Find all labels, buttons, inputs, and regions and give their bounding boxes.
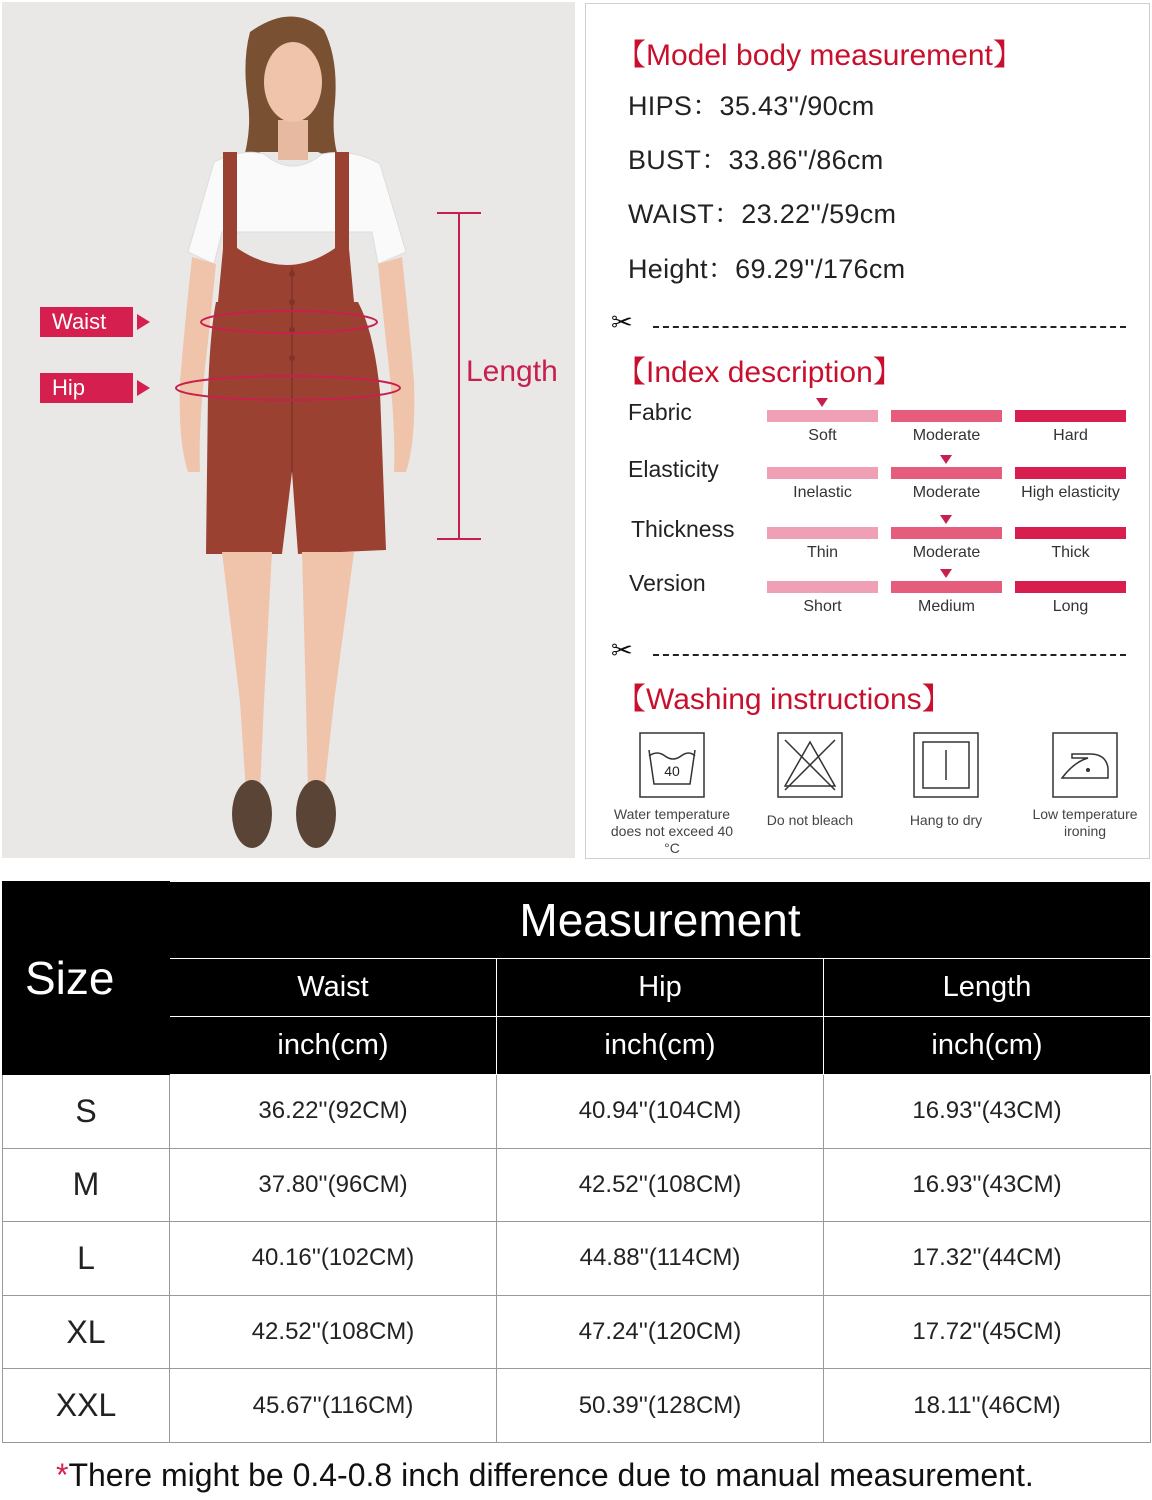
length-cell: 16.93''(43CM) bbox=[824, 1148, 1151, 1222]
waist-cell: 42.52''(108CM) bbox=[170, 1295, 497, 1369]
hip-cell: 47.24''(120CM) bbox=[497, 1295, 824, 1369]
waist-tag: Waist bbox=[40, 307, 133, 337]
hip-tag: Hip bbox=[40, 373, 133, 403]
hip-cell: 50.39''(128CM) bbox=[497, 1369, 824, 1443]
waist-cell: 45.67''(116CM) bbox=[170, 1369, 497, 1443]
hang-dry-label: Hang to dry bbox=[909, 812, 983, 828]
index-label-version: Version bbox=[629, 570, 706, 596]
hip-cell: 40.94''(104CM) bbox=[497, 1075, 824, 1149]
waist-cell: 37.80''(96CM) bbox=[170, 1148, 497, 1222]
size-cell: L bbox=[3, 1222, 170, 1296]
index-option: Hard bbox=[1053, 427, 1088, 444]
size-table bbox=[2, 881, 1151, 1443]
model-bust: BUST：33.86''/86cm bbox=[628, 145, 884, 175]
length-label: Length bbox=[466, 355, 558, 388]
scissors-icon: ✂ bbox=[611, 636, 633, 666]
selected-marker-icon bbox=[940, 455, 952, 464]
index-description bbox=[586, 4, 1149, 858]
wash-label: Water temperature does not exceed 40 °C bbox=[610, 806, 734, 856]
model-illustration bbox=[2, 2, 575, 858]
index-option: Medium bbox=[918, 598, 975, 615]
model-hips: HIPS：35.43''/90cm bbox=[628, 91, 875, 121]
low-iron-icon bbox=[1052, 732, 1118, 798]
index-bar bbox=[891, 527, 1002, 539]
index-label-elasticity: Elasticity bbox=[628, 456, 719, 482]
model-waist: WAIST：23.22''/59cm bbox=[628, 199, 897, 229]
index-bar bbox=[767, 527, 878, 539]
hip-column-header: Hip bbox=[497, 959, 824, 1017]
size-cell: XXL bbox=[3, 1369, 170, 1443]
index-bar bbox=[1015, 527, 1126, 539]
index-bar bbox=[891, 467, 1002, 479]
index-bar bbox=[1015, 467, 1126, 479]
model-height: Height：69.29''/176cm bbox=[628, 254, 906, 284]
model-measurement-title: 【Model body measurement】 bbox=[616, 39, 1023, 72]
waist-column-header: Waist bbox=[170, 959, 497, 1017]
unit-header: inch(cm) bbox=[824, 1017, 1151, 1075]
length-cell: 18.11''(46CM) bbox=[824, 1369, 1151, 1443]
index-bar bbox=[1015, 581, 1126, 593]
length-cell: 17.72''(45CM) bbox=[824, 1295, 1151, 1369]
index-option: Thin bbox=[806, 544, 839, 561]
table-row bbox=[3, 1148, 1151, 1222]
index-label-thickness: Thickness bbox=[631, 516, 735, 542]
index-bar bbox=[891, 581, 1002, 593]
index-option: Thick bbox=[1051, 544, 1090, 561]
no-bleach-item bbox=[742, 732, 878, 829]
no-bleach-icon bbox=[777, 732, 843, 798]
table-row bbox=[3, 1222, 1151, 1296]
index-option: Soft bbox=[808, 427, 837, 444]
index-option: Moderate bbox=[912, 544, 981, 561]
index-option: Short bbox=[803, 598, 842, 615]
index-description-title: 【Index description】 bbox=[616, 356, 903, 389]
wash-item bbox=[604, 732, 740, 857]
index-option: High elasticity bbox=[1021, 484, 1120, 501]
model-photo bbox=[2, 2, 575, 858]
divider bbox=[611, 308, 1126, 338]
table-row bbox=[3, 1295, 1151, 1369]
measurement-header: Measurement bbox=[170, 882, 1151, 959]
length-cell: 16.93''(43CM) bbox=[824, 1075, 1151, 1149]
no-bleach-label: Do not bleach bbox=[766, 812, 854, 828]
waist-cell: 36.22''(92CM) bbox=[170, 1075, 497, 1149]
table-row bbox=[3, 1369, 1151, 1443]
scissors-icon: ✂ bbox=[611, 308, 633, 338]
size-cell: S bbox=[3, 1075, 170, 1149]
waist-cell: 40.16''(102CM) bbox=[170, 1222, 497, 1296]
index-bar bbox=[891, 410, 1002, 422]
hang-dry-item bbox=[878, 732, 1014, 829]
length-cell: 17.32''(44CM) bbox=[824, 1222, 1151, 1296]
table-row bbox=[3, 1075, 1151, 1149]
selected-marker-icon bbox=[940, 569, 952, 578]
size-cell: M bbox=[3, 1148, 170, 1222]
info-panel bbox=[585, 3, 1150, 859]
unit-header: inch(cm) bbox=[170, 1017, 497, 1075]
size-header: Size bbox=[3, 882, 170, 1075]
length-column-header: Length bbox=[824, 959, 1151, 1017]
divider bbox=[611, 636, 1126, 666]
measurement-note: *There might be 0.4-0.8 inch difference due to manual measurement. bbox=[56, 1457, 1034, 1493]
selected-marker-icon bbox=[816, 398, 828, 407]
wash-40-icon bbox=[639, 732, 705, 798]
index-bar bbox=[767, 410, 878, 422]
hip-cell: 42.52''(108CM) bbox=[497, 1148, 824, 1222]
index-option: Long bbox=[1052, 598, 1089, 615]
index-bar bbox=[1015, 410, 1126, 422]
index-option: Moderate bbox=[912, 427, 981, 444]
size-cell: XL bbox=[3, 1295, 170, 1369]
washing-instructions-title: 【Washing instructions】 bbox=[616, 683, 952, 716]
waist-arrow-icon bbox=[137, 314, 150, 330]
index-option: Moderate bbox=[912, 484, 981, 501]
hip-cell: 44.88''(114CM) bbox=[497, 1222, 824, 1296]
unit-header: inch(cm) bbox=[497, 1017, 824, 1075]
wash-temp: 40 bbox=[664, 763, 680, 779]
hip-arrow-icon bbox=[137, 380, 150, 396]
low-iron-label: Low temperature ironing bbox=[1032, 806, 1138, 839]
index-bar bbox=[767, 467, 878, 479]
hang-dry-icon bbox=[913, 732, 979, 798]
index-bar bbox=[767, 581, 878, 593]
index-label-fabric: Fabric bbox=[628, 399, 692, 425]
index-option: Inelastic bbox=[793, 484, 852, 501]
low-iron-item bbox=[1017, 732, 1152, 840]
selected-marker-icon bbox=[940, 515, 952, 524]
